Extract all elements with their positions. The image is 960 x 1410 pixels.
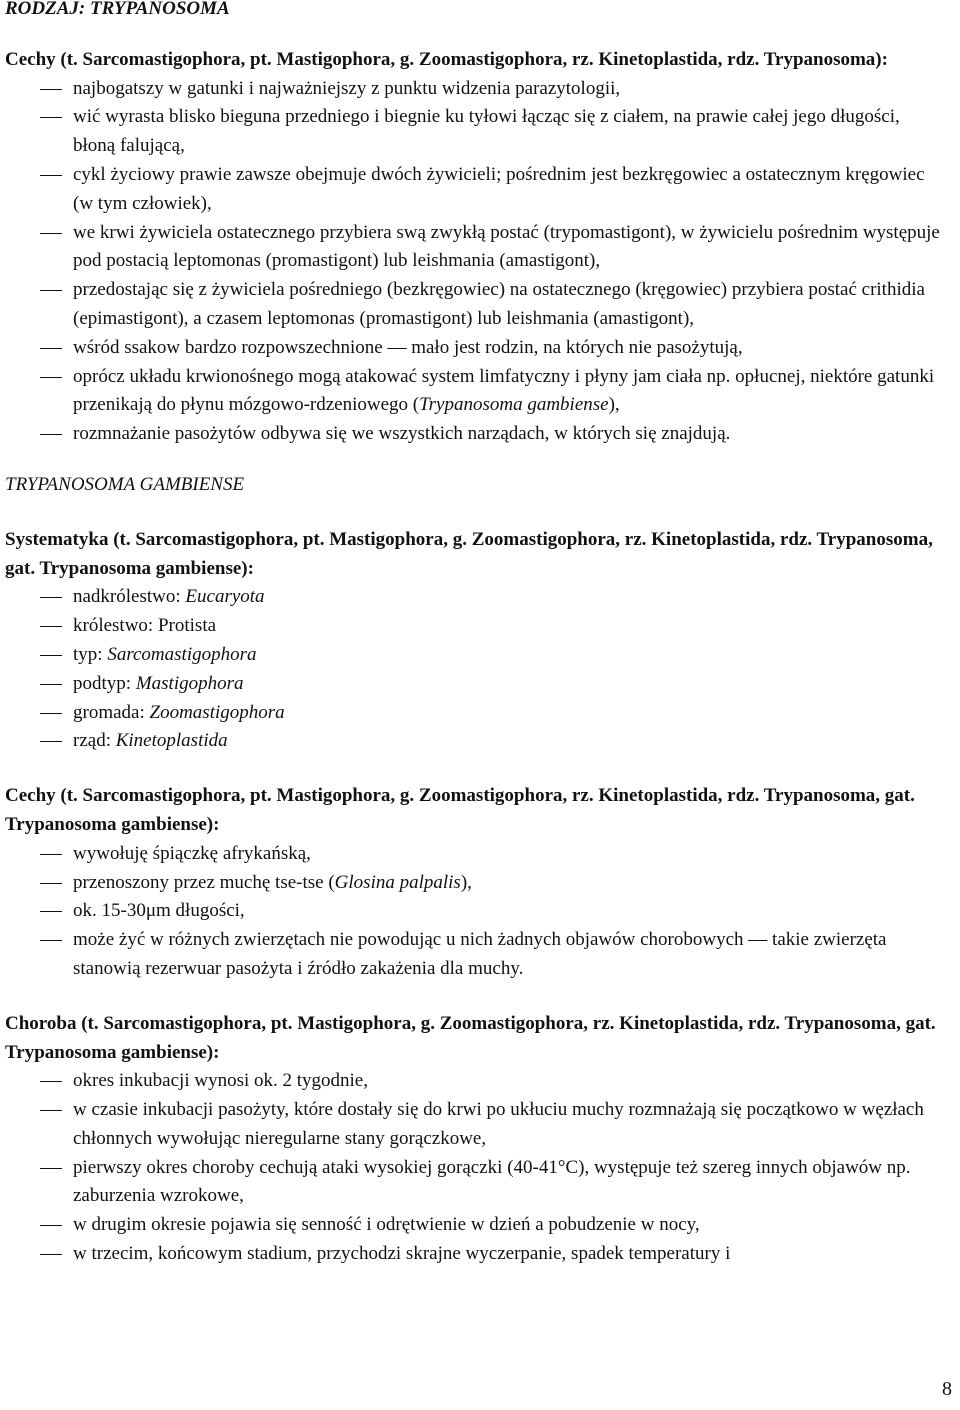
taxonomy-item [5, 727, 945, 756]
list-item: okres inkubacji wynosi ok. 2 tygodnie, [5, 1067, 945, 1096]
taxonomy-list [5, 583, 945, 756]
taxonomy-label: rząd: [73, 730, 116, 752]
taxonomy-value: Zoomastigophora [149, 701, 285, 723]
taxonomy-label: nadkrólestwo: [73, 586, 186, 608]
disease-heading: Choroba (t. Sarcomastigophora, pt. Mastigophora, g. Zoomastigophora, rz. Kinetoplastida, rdz. Trypanosoma, gat. Trypanosoma gambiense): [5, 1012, 936, 1063]
list-item: wśród ssakow bardzo rozpowszechnione — mało jest rodzin, na których nie pasożytują, [5, 334, 945, 363]
genus-title: RODZAJ: TRYPANOSOMA [5, 0, 230, 19]
list-item: w trzecim, końcowym stadium, przychodzi skrajne wyczerpanie, spadek temperatury i [5, 1240, 945, 1269]
page-number: 8 [942, 1378, 952, 1401]
taxonomy-item [5, 612, 945, 641]
taxonomy-label: gromada: [73, 701, 150, 723]
taxonomy-label: typ: [73, 643, 108, 665]
list-item: rozmnażanie pasożytów odbywa się we wszystkich narządach, w których się znajdują. [5, 420, 945, 449]
item-text: oprócz układu krwionośnego mogą atakować system limfatyczny i płyny jam ciała np. opłucnej, niektóre gatunki przenikają do płynu mózgowo-rdzeniowego ( [73, 365, 935, 416]
taxonomy-item [5, 583, 945, 612]
genus-features-heading: Cechy (t. Sarcomastigophora, pt. Mastigophora, g. Zoomastigophora, rz. Kinetoplastida, rdz. Trypanosoma): [5, 48, 888, 70]
genus-features-list [5, 75, 945, 449]
systematics-heading: Systematyka (t. Sarcomastigophora, pt. Mastigophora, g. Zoomastigophora, rz. Kinetoplastida, rdz. Trypanosoma, gat. Trypanosoma gambiense): [5, 528, 933, 579]
list-item: przedostając się z żywiciela pośredniego (bezkręgowiec) na ostatecznego (kręgowiec) przybiera postać crithidia (epimastigont), a czasem leptomonas (promastigont) lub leishmania (amastigont), [5, 276, 945, 334]
document-page [5, 0, 945, 1269]
list-item: we krwi żywiciela ostatecznego przybiera swą zwykłą postać (trypomastigont), w żywicielu pośrednim występuje pod postacią leptomonas (promastigont) lub leishmania (amastigont), [5, 219, 945, 277]
item-text: ), [608, 394, 620, 416]
list-item: cykl życiowy prawie zawsze obejmuje dwóch żywicieli; pośrednim jest bezkręgowiec a ostatecznym kręgowiec (w tym człowiek), [5, 161, 945, 219]
taxonomy-item [5, 641, 945, 670]
species-name: Trypanosoma gambiense [419, 394, 609, 416]
list-item: ok. 15-30μm długości, [5, 897, 945, 926]
species-features-heading: Cechy (t. Sarcomastigophora, pt. Mastigophora, g. Zoomastigophora, rz. Kinetoplastida, rdz. Trypanosoma, gat. Trypanosoma gambiense): [5, 785, 915, 835]
item-text: przenoszony przez muchę tse-tse ( [73, 871, 335, 893]
list-item: w czasie inkubacji pasożyty, które dostały się do krwi po ukłuciu muchy rozmnażają się początkowo w węzłach chłonnych wywołując nieregularne stany gorączkowe, [5, 1096, 945, 1154]
list-item: najbogatszy w gatunki i najważniejszy z punktu widzenia parazytologii, [5, 75, 945, 104]
list-item [5, 869, 945, 898]
disease-list [5, 1067, 945, 1269]
species-name: Glosina palpalis [334, 871, 461, 893]
list-item: może żyć w różnych zwierzętach nie powodując u nich żadnych objawów chorobowych — takie zwierzęta stanowią rezerwuar pasożyta i źródło zakażenia dla muchy. [5, 926, 945, 984]
taxonomy-value: Eucaryota [185, 586, 265, 608]
taxonomy-value: Kinetoplastida [115, 730, 228, 752]
species-title: TRYPANOSOMA GAMBIENSE [5, 473, 245, 495]
list-item [5, 363, 945, 421]
taxonomy-item [5, 699, 945, 728]
species-features-list [5, 840, 945, 984]
taxonomy-item [5, 670, 945, 699]
taxonomy-label: królestwo: [73, 615, 158, 637]
list-item: wywołuję śpiączkę afrykańską, [5, 840, 945, 869]
list-item: pierwszy okres choroby cechują ataki wysokiej gorączki (40-41°C), występuje też szereg innych objawów np. zaburzenia wzrokowe, [5, 1154, 945, 1212]
taxonomy-value: Protista [157, 615, 217, 637]
taxonomy-value: Sarcomastigophora [107, 643, 257, 665]
list-item: w drugim okresie pojawia się senność i odrętwienie w dzień a pobudzenie w nocy, [5, 1211, 945, 1240]
item-text: ), [460, 871, 472, 893]
list-item: wić wyrasta blisko bieguna przedniego i biegnie ku tyłowi łącząc się z ciałem, na prawie całej jego długości, błoną falującą, [5, 103, 945, 161]
taxonomy-label: podtyp: [73, 672, 136, 694]
taxonomy-value: Mastigophora [135, 672, 244, 694]
